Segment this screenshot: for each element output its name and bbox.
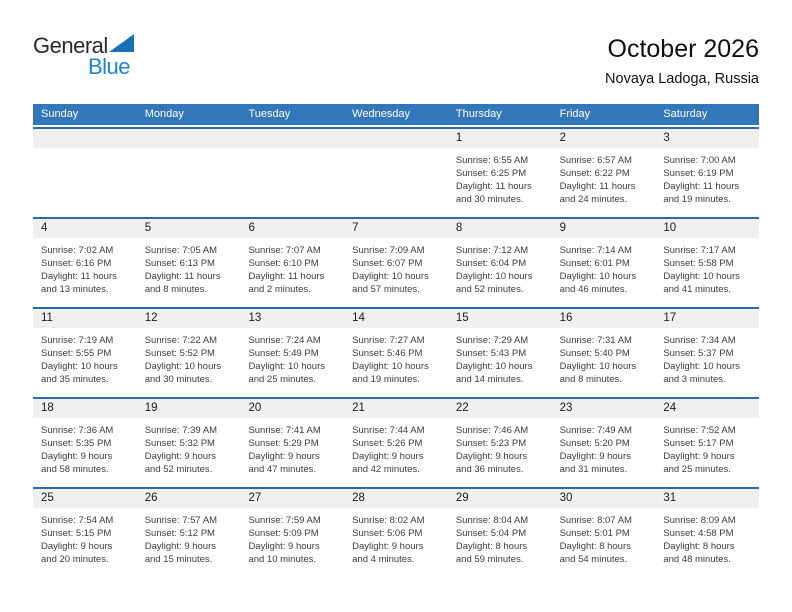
day-detail-line: and 54 minutes.: [559, 554, 628, 565]
page-subtitle: Novaya Ladoga, Russia: [605, 71, 759, 87]
title-block: [605, 36, 759, 87]
day-detail-line: Sunrise: 7:39 AM: [144, 425, 218, 436]
day-number: 4: [33, 219, 137, 238]
day-number: 8: [448, 219, 552, 238]
day-detail-line: Sunset: 5:01 PM: [559, 528, 630, 539]
day-details: [552, 328, 656, 386]
day-detail-line: Sunrise: 7:22 AM: [144, 335, 218, 346]
day-cell: [448, 129, 552, 217]
day-number: 11: [33, 309, 137, 328]
day-detail-line: Sunset: 5:26 PM: [352, 438, 423, 449]
weekday-header: Friday: [559, 108, 591, 120]
day-detail-line: and 15 minutes.: [144, 554, 213, 565]
day-detail-line: Sunset: 6:01 PM: [559, 258, 630, 269]
day-detail-line: Daylight: 10 hours: [559, 271, 637, 282]
day-detail-line: Daylight: 10 hours: [352, 361, 429, 372]
day-detail-line: Sunrise: 7:34 AM: [663, 335, 736, 346]
day-detail-line: Sunrise: 7:17 AM: [663, 245, 736, 256]
page-title: October 2026: [607, 35, 759, 63]
day-number: 19: [137, 399, 241, 418]
day-detail-line: and 46 minutes.: [559, 284, 628, 295]
weekday-header: Tuesday: [248, 108, 291, 120]
day-detail-line: Sunrise: 7:31 AM: [559, 335, 632, 346]
day-number: 9: [552, 219, 656, 238]
day-detail-line: Sunrise: 7:24 AM: [248, 335, 321, 346]
day-number: 1: [448, 129, 552, 148]
day-detail-line: Sunset: 5:32 PM: [144, 438, 215, 449]
day-detail-line: and 52 minutes.: [144, 464, 213, 475]
day-details: [448, 508, 552, 566]
day-details: [655, 508, 759, 566]
day-number: 2: [552, 129, 656, 148]
day-details: [33, 148, 137, 154]
day-detail-line: Sunset: 5:55 PM: [41, 348, 112, 359]
day-details: [137, 238, 241, 296]
day-details: [344, 508, 448, 566]
day-detail-line: and 48 minutes.: [663, 554, 731, 565]
day-detail-line: Sunrise: 7:00 AM: [663, 155, 736, 166]
empty-day-cell: [33, 129, 137, 217]
day-number: [33, 129, 137, 148]
day-detail-line: Daylight: 9 hours: [248, 451, 320, 462]
day-detail-line: and 10 minutes.: [248, 554, 317, 565]
day-detail-line: Sunset: 5:52 PM: [144, 348, 215, 359]
day-details: [137, 328, 241, 386]
day-detail-line: Daylight: 9 hours: [352, 541, 424, 552]
day-cell: [552, 309, 656, 397]
weekday-header: Saturday: [663, 108, 708, 120]
day-number: 28: [344, 489, 448, 508]
day-details: [344, 238, 448, 296]
day-details: [240, 148, 344, 154]
day-number: 3: [655, 129, 759, 148]
day-detail-line: Daylight: 10 hours: [455, 271, 533, 282]
day-detail-line: Daylight: 10 hours: [663, 361, 740, 372]
day-detail-line: Sunrise: 7:29 AM: [455, 335, 529, 346]
day-cell: [552, 129, 656, 217]
calendar-weeks: [33, 127, 759, 577]
empty-day-cell: [344, 129, 448, 217]
day-detail-line: Daylight: 9 hours: [455, 451, 528, 462]
day-cell: [655, 219, 759, 307]
day-number: 22: [448, 399, 552, 418]
day-details: [655, 148, 759, 206]
day-number: 24: [655, 399, 759, 418]
day-detail-line: Sunset: 5:46 PM: [352, 348, 423, 359]
day-cell: [344, 489, 448, 577]
day-details: [552, 508, 656, 566]
day-detail-line: Sunset: 5:37 PM: [663, 348, 734, 359]
day-detail-line: Daylight: 9 hours: [41, 451, 113, 462]
day-number: 31: [655, 489, 759, 508]
day-cell: [344, 219, 448, 307]
day-detail-line: and 4 minutes.: [352, 554, 415, 565]
day-detail-line: and 19 minutes.: [663, 194, 731, 205]
day-detail-line: Daylight: 10 hours: [663, 271, 740, 282]
day-cell: [552, 399, 656, 487]
weekday-header: Monday: [144, 108, 184, 120]
day-detail-line: Sunset: 5:17 PM: [663, 438, 734, 449]
day-detail-line: Sunset: 5:23 PM: [455, 438, 527, 449]
day-cell: [655, 309, 759, 397]
empty-day-cell: [240, 129, 344, 217]
day-detail-line: Sunset: 5:29 PM: [248, 438, 319, 449]
day-detail-line: and 8 minutes.: [559, 374, 622, 385]
day-cell: [137, 399, 241, 487]
day-detail-line: Sunrise: 7:46 AM: [455, 425, 529, 436]
week-row: [33, 397, 759, 487]
day-number: [344, 129, 448, 148]
day-details: [552, 238, 656, 296]
day-detail-line: Sunset: 5:49 PM: [248, 348, 319, 359]
day-detail-line: Daylight: 11 hours: [248, 271, 325, 282]
day-detail-line: Sunset: 5:06 PM: [352, 528, 423, 539]
day-details: [552, 418, 656, 476]
day-detail-line: Daylight: 9 hours: [144, 451, 217, 462]
day-detail-line: Sunset: 5:35 PM: [41, 438, 112, 449]
day-number: 14: [344, 309, 448, 328]
day-detail-line: Sunrise: 8:09 AM: [663, 515, 736, 526]
day-detail-line: Sunset: 6:10 PM: [248, 258, 319, 269]
day-detail-line: Sunset: 5:20 PM: [559, 438, 630, 449]
empty-day-cell: [137, 129, 241, 217]
day-cell: [552, 489, 656, 577]
day-detail-line: Daylight: 10 hours: [41, 361, 118, 372]
day-detail-line: and 19 minutes.: [352, 374, 420, 385]
day-number: 5: [137, 219, 241, 238]
day-detail-line: and 8 minutes.: [144, 284, 208, 295]
day-detail-line: and 13 minutes.: [41, 284, 109, 295]
day-number: 23: [552, 399, 656, 418]
day-detail-line: Daylight: 8 hours: [455, 541, 528, 552]
day-details: [137, 418, 241, 476]
day-detail-line: Sunrise: 7:44 AM: [352, 425, 425, 436]
day-cell: [344, 399, 448, 487]
day-cell: [448, 219, 552, 307]
week-row: [33, 217, 759, 307]
day-number: 17: [655, 309, 759, 328]
day-detail-line: Daylight: 10 hours: [352, 271, 429, 282]
day-detail-line: Sunset: 5:04 PM: [455, 528, 527, 539]
day-cell: [552, 219, 656, 307]
day-cell: [33, 399, 137, 487]
day-number: 10: [655, 219, 759, 238]
day-detail-line: and 47 minutes.: [248, 464, 317, 475]
day-detail-line: and 36 minutes.: [455, 464, 524, 475]
day-detail-line: Sunrise: 7:54 AM: [41, 515, 114, 526]
day-detail-line: Sunset: 6:22 PM: [559, 168, 630, 179]
day-cell: [655, 489, 759, 577]
day-detail-line: and 42 minutes.: [352, 464, 420, 475]
day-details: [552, 148, 656, 206]
day-detail-line: Sunrise: 7:49 AM: [559, 425, 632, 436]
day-cell: [33, 489, 137, 577]
week-row: [33, 307, 759, 397]
day-detail-line: Sunrise: 7:07 AM: [248, 245, 321, 256]
day-detail-line: and 41 minutes.: [663, 284, 731, 295]
day-number: 21: [344, 399, 448, 418]
day-number: 16: [552, 309, 656, 328]
day-details: [448, 238, 552, 296]
day-detail-line: Sunset: 5:09 PM: [248, 528, 319, 539]
day-detail-line: and 30 minutes.: [144, 374, 213, 385]
day-cell: [655, 399, 759, 487]
day-detail-line: Sunset: 5:43 PM: [455, 348, 527, 359]
day-number: 30: [552, 489, 656, 508]
day-detail-line: Sunset: 6:19 PM: [663, 168, 734, 179]
day-details: [655, 418, 759, 476]
weekday-header-row: [33, 104, 759, 125]
week-row: [33, 487, 759, 577]
day-detail-line: Daylight: 11 hours: [559, 181, 636, 192]
day-detail-line: Sunrise: 8:04 AM: [455, 515, 529, 526]
day-detail-line: and 25 minutes.: [248, 374, 317, 385]
day-cell: [448, 399, 552, 487]
day-detail-line: and 24 minutes.: [559, 194, 628, 205]
day-detail-line: and 2 minutes.: [248, 284, 311, 295]
day-number: 13: [240, 309, 344, 328]
general-blue-logo: [33, 33, 173, 85]
day-detail-line: Daylight: 9 hours: [144, 541, 217, 552]
day-cell: [655, 129, 759, 217]
day-number: 18: [33, 399, 137, 418]
day-cell: [240, 489, 344, 577]
day-detail-line: Daylight: 10 hours: [144, 361, 222, 372]
day-details: [137, 148, 241, 154]
day-cell: [137, 219, 241, 307]
day-cell: [448, 309, 552, 397]
day-cell: [344, 309, 448, 397]
day-detail-line: Sunrise: 7:05 AM: [144, 245, 218, 256]
day-detail-line: Daylight: 11 hours: [144, 271, 221, 282]
day-details: [448, 148, 552, 206]
day-detail-line: Sunrise: 7:02 AM: [41, 245, 114, 256]
day-detail-line: Sunset: 4:58 PM: [663, 528, 734, 539]
day-details: [33, 328, 137, 386]
weekday-header: Thursday: [455, 108, 502, 120]
day-detail-line: Daylight: 9 hours: [663, 451, 735, 462]
day-detail-line: and 52 minutes.: [455, 284, 524, 295]
day-cell: [137, 489, 241, 577]
day-detail-line: and 58 minutes.: [41, 464, 109, 475]
day-detail-line: Daylight: 8 hours: [559, 541, 631, 552]
day-number: 6: [240, 219, 344, 238]
day-detail-line: Daylight: 10 hours: [455, 361, 533, 372]
day-detail-line: Sunset: 6:07 PM: [352, 258, 423, 269]
day-detail-line: Sunrise: 8:02 AM: [352, 515, 425, 526]
day-cell: [240, 399, 344, 487]
page-header: [33, 30, 759, 100]
week-row: [33, 127, 759, 217]
day-cell: [33, 309, 137, 397]
day-detail-line: Sunrise: 7:12 AM: [455, 245, 529, 256]
day-detail-line: Sunrise: 8:07 AM: [559, 515, 632, 526]
day-details: [655, 328, 759, 386]
day-detail-line: and 31 minutes.: [559, 464, 628, 475]
day-number: 25: [33, 489, 137, 508]
day-detail-line: Sunrise: 7:19 AM: [41, 335, 114, 346]
day-cell: [240, 309, 344, 397]
day-number: 26: [137, 489, 241, 508]
day-details: [344, 418, 448, 476]
day-details: [33, 238, 137, 296]
day-number: 20: [240, 399, 344, 418]
day-number: 12: [137, 309, 241, 328]
day-details: [33, 418, 137, 476]
day-details: [448, 418, 552, 476]
day-cell: [33, 219, 137, 307]
day-detail-line: Sunset: 6:25 PM: [455, 168, 527, 179]
day-detail-line: Sunrise: 7:41 AM: [248, 425, 321, 436]
logo-triangle-icon: [109, 34, 134, 52]
day-detail-line: Sunrise: 7:57 AM: [144, 515, 218, 526]
logo-text-general: General: [33, 33, 108, 58]
day-details: [240, 238, 344, 296]
day-details: [240, 418, 344, 476]
day-detail-line: and 57 minutes.: [352, 284, 420, 295]
day-detail-line: Daylight: 9 hours: [248, 541, 320, 552]
day-details: [344, 148, 448, 154]
day-detail-line: and 35 minutes.: [41, 374, 109, 385]
day-detail-line: Daylight: 11 hours: [663, 181, 740, 192]
day-number: 29: [448, 489, 552, 508]
day-detail-line: Sunset: 6:04 PM: [455, 258, 527, 269]
day-details: [33, 508, 137, 566]
day-details: [240, 328, 344, 386]
day-detail-line: Sunrise: 6:57 AM: [559, 155, 632, 166]
day-details: [655, 238, 759, 296]
day-detail-line: Sunset: 5:12 PM: [144, 528, 215, 539]
calendar: [33, 104, 759, 577]
day-details: [240, 508, 344, 566]
day-detail-line: Sunrise: 7:09 AM: [352, 245, 425, 256]
day-detail-line: Sunrise: 7:52 AM: [663, 425, 736, 436]
day-detail-line: and 3 minutes.: [663, 374, 726, 385]
day-detail-line: Sunrise: 7:27 AM: [352, 335, 425, 346]
weekday-header: Sunday: [41, 108, 79, 120]
day-detail-line: Sunset: 6:13 PM: [144, 258, 215, 269]
day-details: [137, 508, 241, 566]
day-detail-line: Daylight: 11 hours: [41, 271, 117, 282]
day-details: [344, 328, 448, 386]
day-detail-line: Daylight: 11 hours: [455, 181, 532, 192]
day-detail-line: and 20 minutes.: [41, 554, 109, 565]
logo-text-blue: Blue: [88, 54, 131, 79]
day-detail-line: Sunset: 5:40 PM: [559, 348, 630, 359]
day-cell: [137, 309, 241, 397]
day-detail-line: Daylight: 9 hours: [41, 541, 113, 552]
day-cell: [240, 219, 344, 307]
weekday-header: Wednesday: [352, 108, 411, 120]
day-detail-line: and 59 minutes.: [455, 554, 524, 565]
day-detail-line: Sunset: 5:15 PM: [41, 528, 112, 539]
day-cell: [448, 489, 552, 577]
day-number: 7: [344, 219, 448, 238]
day-detail-line: Daylight: 8 hours: [663, 541, 735, 552]
day-detail-line: Daylight: 9 hours: [352, 451, 424, 462]
day-detail-line: Sunrise: 7:59 AM: [248, 515, 321, 526]
day-detail-line: Sunset: 5:58 PM: [663, 258, 734, 269]
day-number: 15: [448, 309, 552, 328]
day-detail-line: Sunrise: 6:55 AM: [455, 155, 529, 166]
day-detail-line: Sunset: 6:16 PM: [41, 258, 112, 269]
day-number: [137, 129, 241, 148]
day-number: [240, 129, 344, 148]
day-detail-line: Sunrise: 7:36 AM: [41, 425, 114, 436]
day-detail-line: Sunrise: 7:14 AM: [559, 245, 632, 256]
day-detail-line: Daylight: 10 hours: [248, 361, 326, 372]
day-number: 27: [240, 489, 344, 508]
day-detail-line: Daylight: 10 hours: [559, 361, 637, 372]
day-detail-line: and 25 minutes.: [663, 464, 731, 475]
day-detail-line: and 30 minutes.: [455, 194, 524, 205]
day-detail-line: and 14 minutes.: [455, 374, 524, 385]
day-detail-line: Daylight: 9 hours: [559, 451, 631, 462]
day-details: [448, 328, 552, 386]
